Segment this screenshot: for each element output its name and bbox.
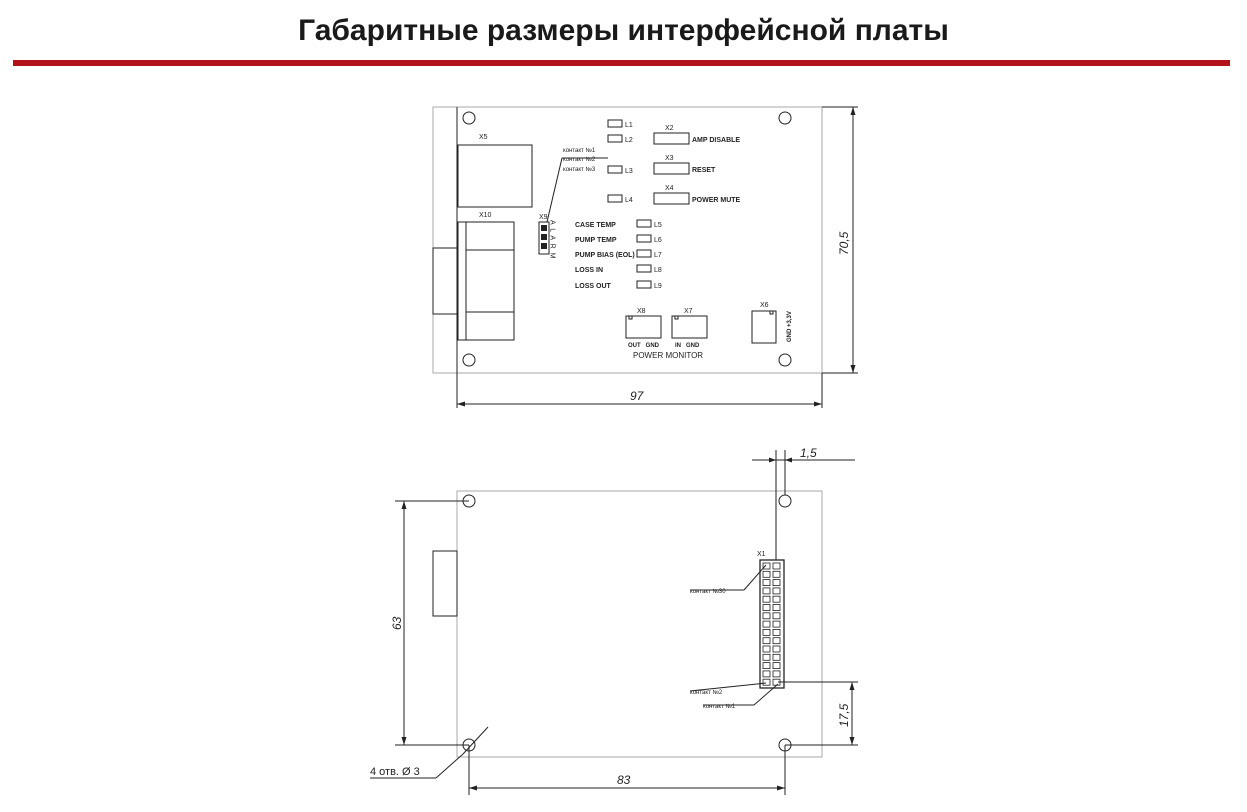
reset-label: RESET xyxy=(692,167,716,174)
l2-label: L2 xyxy=(625,137,633,144)
x1-pin xyxy=(773,563,780,569)
alarm-row-pump-temp: PUMP TEMP xyxy=(575,237,617,244)
dim-pin-offset-17-5: 17,5 xyxy=(837,703,851,727)
x1-pin xyxy=(773,580,780,586)
contact-2-label: контакт №2 xyxy=(563,157,596,163)
x1-pin xyxy=(763,613,770,619)
contact-2-label-bottom: контакт №2 xyxy=(690,690,723,696)
x1-pins xyxy=(763,563,780,685)
led-l5 xyxy=(637,220,651,227)
x1-pin xyxy=(763,596,770,602)
x1-pin xyxy=(773,621,780,627)
x6-label: X6 xyxy=(760,302,769,309)
x1-pin xyxy=(763,638,770,644)
alarm-row-pump-bias: PUMP BIAS (EOL) xyxy=(575,252,635,259)
x1-pin xyxy=(773,571,780,577)
led-l3 xyxy=(608,166,622,173)
x1-pin xyxy=(763,621,770,627)
dim-height-70-5: 70,5 xyxy=(837,231,851,255)
contact-1-label-bottom: контакт №1 xyxy=(703,704,736,710)
connector-x3 xyxy=(654,163,689,174)
power-mute-label: POWER MUTE xyxy=(692,197,741,204)
x7-pins: IN GND xyxy=(675,343,700,349)
led-l1 xyxy=(608,120,622,127)
connector-x5 xyxy=(458,145,532,207)
x1-pin xyxy=(773,638,780,644)
x2-label: X2 xyxy=(665,125,674,132)
x1-pin xyxy=(773,596,780,602)
x1-pin xyxy=(763,671,770,677)
x1-pin xyxy=(773,671,780,677)
x1-pin xyxy=(773,629,780,635)
connector-x2 xyxy=(654,133,689,144)
x9-label: X9 xyxy=(539,214,548,221)
connector-x10-flange xyxy=(433,248,458,314)
l9-label: L9 xyxy=(654,283,662,290)
l4-label: L4 xyxy=(625,197,633,204)
connector-x4 xyxy=(654,193,689,204)
mount-hole xyxy=(779,112,791,124)
l1-label: L1 xyxy=(625,122,633,129)
holes-note: 4 отв. Ø 3 xyxy=(370,766,420,778)
x7-label: X7 xyxy=(684,308,693,315)
contact-1-label: контакт №1 xyxy=(563,148,596,154)
mount-hole xyxy=(463,354,475,366)
x1-pin xyxy=(763,679,770,685)
alarm-row-loss-in: LOSS IN xyxy=(575,267,604,274)
led-l9 xyxy=(637,281,651,288)
x1-pin xyxy=(763,605,770,611)
x1-pin xyxy=(763,646,770,652)
l5-label: L5 xyxy=(654,222,662,229)
mount-hole xyxy=(779,495,791,507)
led-l6 xyxy=(637,235,651,242)
x8-pins: OUT GND xyxy=(628,343,659,349)
x3-label: X3 xyxy=(665,155,674,162)
contact-30-label: контакт №30 xyxy=(690,589,726,595)
x1-pin xyxy=(773,663,780,669)
amp-disable-label: AMP DISABLE xyxy=(692,137,741,144)
x8-label: X8 xyxy=(637,308,646,315)
connector-x10-back xyxy=(433,551,457,616)
led-l4 xyxy=(608,195,622,202)
alarm-vertical-label: A L A R M xyxy=(548,220,556,260)
x1-pin xyxy=(763,588,770,594)
x1-pin xyxy=(763,580,770,586)
x1-pin xyxy=(773,613,780,619)
contact-3-label: контакт №3 xyxy=(563,167,596,173)
dim-width-97: 97 xyxy=(630,389,644,403)
x1-pin xyxy=(773,588,780,594)
board-outline-top xyxy=(433,107,822,373)
x1-pin xyxy=(763,629,770,635)
x1-pin xyxy=(763,654,770,660)
mount-hole xyxy=(779,354,791,366)
x1-pin xyxy=(773,605,780,611)
mount-hole xyxy=(463,112,475,124)
l8-label: L8 xyxy=(654,267,662,274)
dim-height-63: 63 xyxy=(390,616,404,630)
power-monitor-label: POWER MONITOR xyxy=(633,351,704,360)
x1-pin xyxy=(773,646,780,652)
dim-width-83: 83 xyxy=(617,773,631,787)
top-view xyxy=(433,107,858,408)
page-title: Габаритные размеры интерфейсной платы xyxy=(298,14,949,47)
x1-pin xyxy=(763,571,770,577)
x4-label: X4 xyxy=(665,185,674,192)
alarm-row-case-temp: CASE TEMP xyxy=(575,222,616,229)
x1-label: X1 xyxy=(757,551,766,558)
x10-label: X10 xyxy=(479,212,492,219)
board-outline-bottom xyxy=(457,491,822,757)
l3-label: L3 xyxy=(625,168,633,175)
dim-offset-1-5: 1,5 xyxy=(800,446,817,460)
bottom-view xyxy=(370,446,858,795)
led-l8 xyxy=(637,265,651,272)
l6-label: L6 xyxy=(654,237,662,244)
led-l2 xyxy=(608,135,622,142)
led-l7 xyxy=(637,250,651,257)
x1-pin xyxy=(763,563,770,569)
l7-label: L7 xyxy=(654,252,662,259)
x1-pin xyxy=(763,663,770,669)
alarm-row-loss-out: LOSS OUT xyxy=(575,283,611,290)
x1-pin xyxy=(773,654,780,660)
connector-x6 xyxy=(752,311,776,343)
x5-label: X5 xyxy=(479,134,488,141)
x6-pins: GND +3,3V xyxy=(787,311,793,342)
